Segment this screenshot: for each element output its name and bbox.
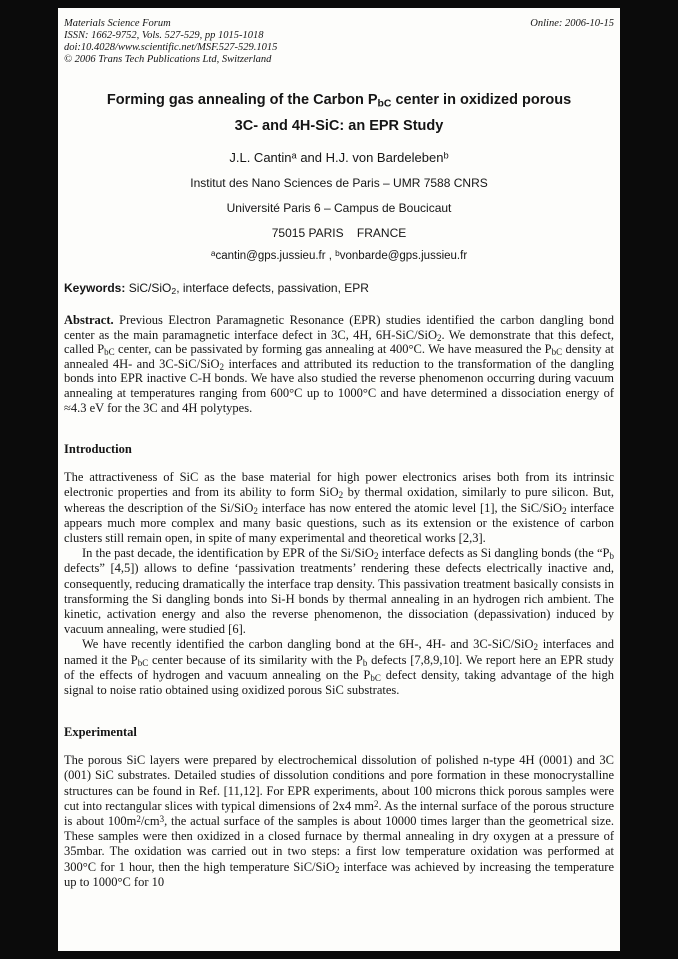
affiliation-line-2: Université Paris 6 – Campus de Boucicaut bbox=[226, 201, 452, 215]
introduction-paragraph-1: The attractiveness of SiC as the base material for high power electronics arises both from its intrinsic electronic properties and from its ability to form SiO$_2$ by thermal oxidation, similarly to pure silicon. But, whereas the description of the Si/SiO$_2$ interface has now entered the atomic level [1], the SiC/SiO$_2$ interface appears much more complex and many basic questions, such as its extension or the existence of carbon clusters still remain open, in spite of many experimental and theoretical works [2,3]. bbox=[64, 470, 615, 545]
keywords-line bbox=[64, 281, 614, 295]
experimental-paragraph-1: The porous SiC layers were prepared by electrochemical dissolution of polished n-type 4H (0001) and 3C (001) SiC substrates. Detailed studies of dissolution conditions and pore formation in these monocrystalline structures can be found in Ref. [11,12]. For EPR experiments, about 100 microns thick porous samples were cut into rectangular slices with typical dimensions of 2x4 $mm^2$. As the internal surface of the porous structure is about $100m^2/cm^3$, the actual surface of the samples is about 10000 times larger than the geometrical size. These samples were then oxidized in a closed furnace by thermal annealing in dry oxygen at a pressure of 35mbar. The oxidation was carried out in two steps: a first low temperature oxidation was performed at 300°C for 1 hour, then the high temperature SiC/SiO$_2$ interface was achieved by increasing the temperature up to 1000°C for 10 bbox=[64, 753, 614, 889]
abstract-paragraph bbox=[64, 313, 614, 415]
abstract-text: Previous Electron Paramagnetic Resonance (EPR) studies identified the carbon dangling bond center as the main paramagnetic interface defect in 3C, 4H, 6H-SiC/SiO$_2$. We demonstrate that this defect, called $P_{bC}$ center, can be passivated by forming gas annealing at 400°C. We have measured the $P_{bC}$ density at annealed 4H- and 3C-SiC/SiO$_2$ interfaces and attributed its reduction to the transformation of the dangling bonds into EPR inactive C-H bonds. We have also studied the reverse phenomenon occurring during vacuum annealing at temperatures ranging from 600°C up to 1000°C and have determined a dissociation energy of ≈4.3 eV for the 3C and 4H polytypes. bbox=[64, 313, 615, 415]
introduction-paragraph-2: In the past decade, the identification by EPR of the Si/SiO$_2$ interface defects as Si dangling bonds (the “$P_b$ defects” [4,5]) allows to define ‘passivation treatments’ rendering these defects electrically inactive and, consequently, reducing dramatically the interface trap density. This passivation treatment basically consists in transforming the Si dangling bonds into Si-H bonds by thermal annealing in an hydrogen rich ambient. The kinetic, activation energy and also the reverse phenomenon, the dissociation (depassivation) induced by vacuum annealing, were studied [6]. bbox=[64, 546, 614, 637]
copyright-line: © 2006 Trans Tech Publications Ltd, Switzerland bbox=[64, 54, 272, 65]
abstract-label: Abstract. bbox=[64, 313, 114, 327]
author-emails: $^a$cantin@gps.jussieu.fr , $^b$vonbarde@gps.jussieu.fr bbox=[210, 249, 468, 262]
keywords-label: Keywords: bbox=[64, 281, 126, 295]
authors-line: J.L. Cantin$^a$ and H.J. von Bardeleben$^b$ bbox=[229, 150, 449, 165]
journal-header bbox=[64, 18, 614, 66]
keywords-text: SiC/SiO$_2$, interface defects, passivation, EPR bbox=[128, 281, 369, 296]
paper-page bbox=[58, 8, 620, 951]
paper-title-line-1: Forming gas annealing of the Carbon $P_{bC}$ center in oxidized porous bbox=[106, 92, 572, 110]
journal-header-left bbox=[64, 18, 277, 66]
section-heading-introduction: Introduction bbox=[64, 442, 132, 457]
issn-line: ISSN: 1662-9752, Vols. 527-529, pp 1015-1018 bbox=[64, 30, 264, 41]
affiliation-line-3: 75015 PARIS FRANCE bbox=[271, 226, 407, 240]
doi-line: doi:10.4028/www.scientific.net/MSF.527-529.1015 bbox=[64, 42, 278, 53]
online-date: Online: 2006-10-15 bbox=[530, 18, 614, 29]
paper-title-line-2: 3C- and 4H-SiC: an EPR Study bbox=[234, 118, 444, 134]
affiliation-line-1: Institut des Nano Sciences de Paris – UMR 7588 CNRS bbox=[190, 176, 488, 190]
section-heading-experimental: Experimental bbox=[64, 725, 137, 740]
introduction-paragraph-3: We have recently identified the carbon dangling bond at the 6H-, 4H- and 3C-SiC/SiO$_2$ interfaces and named it the $P_{bC}$ center because of its similarity with the $P_b$ defects [7,8,9,10]. We report here an EPR study of the effects of hydrogen and vacuum annealing on the $P_{bC}$ defect density, taking advantage of the high signal to noise ratio obtained using oxidized porous SiC substrates. bbox=[64, 637, 614, 697]
paper-title bbox=[64, 87, 614, 139]
journal-name: Materials Science Forum bbox=[64, 18, 171, 29]
